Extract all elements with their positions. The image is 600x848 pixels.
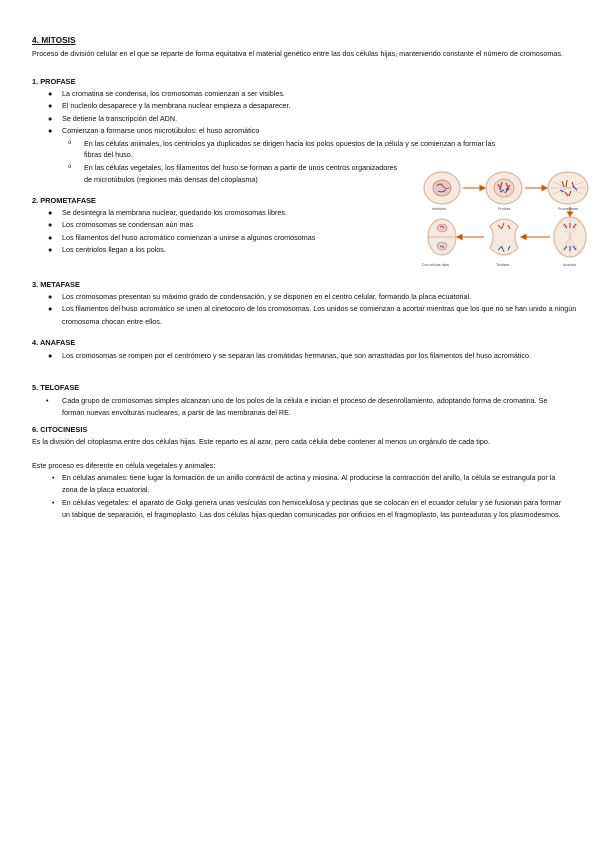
list-item: ● Los cromosomas presentan su máximo grado de condensación, y se disponen en el centro celular, formando la placa ecuatorial. (48, 292, 472, 301)
list-item: • Cada grupo de cromosomas simples alcanzan uno de los polos de la célula e inician el proceso de desenrollamiento, adoptando forma de cromatina. Se forman nuevas envolturas nucleares, a partir de las membranas del RE. (46, 396, 548, 418)
citocinesis-paragraph-1: Es la división del citoplasma entre dos células hijas. Este reparto es al azar, pero cada célula debe contener al menos un orgánulo de cada tipo. (32, 437, 490, 446)
heading-prometafase: 2. PROMETAFASE (32, 196, 96, 205)
label-prometafase: Prometafase (558, 207, 579, 211)
cell-profase (486, 172, 522, 204)
list-item: ● La cromatina se condensa, los cromosomas comienzan a ser visibles. (48, 89, 285, 98)
label-profase: Profase (498, 207, 511, 211)
list-telofase (32, 395, 552, 420)
heading-metafase: 3. METAFASE (32, 280, 80, 289)
list-item: o En las células vegetales, los filamentos del huso se forman a partir de unos centros organizadores de microtúbulos (regiones más densas del citoplasma) (68, 163, 398, 184)
list-item: o En las células animales, los centriolos ya duplicados se dirigen hacia los polos opuestos de la célula y se comienzan a formar las fibras del huso. (68, 139, 496, 160)
list-profase (32, 88, 412, 138)
citocinesis-paragraph-2: Este proceso es diferente en célula vegetales y animales: (32, 461, 216, 470)
page-title: 4. MITOSIS (32, 35, 76, 45)
list-item: ● Los cromosomas se rompen por el centrómero y se separan las cromátidas hermanas, que son arrastradas por los filamentos del huso acromático. (48, 351, 532, 360)
label-anafase: Anafase (563, 263, 577, 267)
list-item: • En células animales: tiene lugar la formación de un anillo contráctil de actina y miosina. Al producirse la contracción del anillo, la célula se estrangula por la zona de la placa ecuatorial. (52, 473, 556, 495)
mitosis-diagram (420, 168, 594, 280)
list-citocinesis (32, 472, 562, 522)
list-item: ● El nucleolo desaparece y la membrana nuclear empieza a desaparecer. (48, 101, 291, 111)
mitosis-phases-figure (420, 168, 594, 280)
list-item: ● Los cromosomas se condensan aún mas (48, 220, 194, 230)
cell-prometafase (548, 172, 588, 204)
label-dos-celulas-hijas: Dos células hijas (422, 263, 449, 267)
cell-anafase (554, 217, 586, 257)
heading-telofase: 5. TELOFASE (32, 383, 80, 392)
list-item: ● Los filamentos del huso acromático se unen al cinetocoro de los cromosomas. Los unidos se comienzan a acortar mientras que los que no se han unido a ningún cromosoma chocan entre ellos. (48, 304, 577, 326)
list-anafase (32, 350, 584, 362)
list-item: • En células vegetales: el aparato de Golgi genera unas vesículas con hemicelulosa y pectinas que se colocan en el ecuador celular y se fusionan para formar un tabique de separación, el fragmoplasto. Las dos células hijas quedan comunicadas por orificios en el fragmoplasto, las punteaduras y los plasmodesmos. (52, 497, 562, 520)
heading-citocinesis: 6. CITOCINESIS (32, 425, 88, 434)
list-prometafase (32, 207, 362, 257)
cell-interfase (424, 172, 460, 204)
label-telofase: Telofase (496, 263, 510, 267)
label-interfase: Interfase (432, 207, 446, 211)
list-item: ● Los centriolos llegan a los polos. (48, 245, 166, 255)
cell-telofase (490, 219, 518, 255)
list-item: ● Comienzan a formarse unos microtúbulos: el huso acromático (48, 126, 260, 136)
list-item: ● Se desintegra la membrana nuclear, quedando los cromosomas libres. (48, 208, 287, 217)
list-metafase (32, 291, 600, 328)
intro-paragraph: Proceso de división celular en el que se reparte de forma equitativa el material genético entre las dos células hijas, manteniendo constante el número de cromosomas. (32, 49, 563, 58)
list-item: ● Se detiene la transcripción del ADN. (48, 113, 178, 123)
list-item: ● Los filamentos del huso acromático comienzan a unirse a algunos cromosomas (48, 232, 316, 242)
heading-profase: 1. PROFASE (32, 77, 76, 86)
cell-two-daughters (428, 219, 456, 255)
heading-anafase: 4. ANAFASE (32, 338, 76, 347)
